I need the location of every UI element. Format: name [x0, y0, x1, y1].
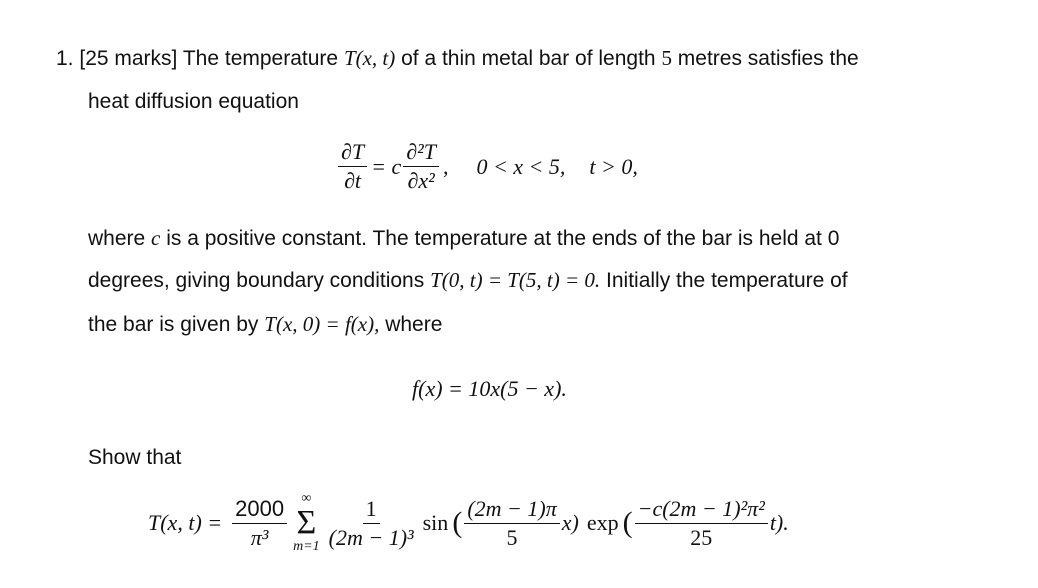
exp-arg-denominator: 25	[690, 524, 713, 550]
term-fraction	[326, 497, 417, 550]
question-text-1b: of a thin metal bar of length	[401, 47, 656, 70]
question-text-1c: metres satisfies the	[677, 47, 859, 70]
rhs-fraction	[403, 140, 439, 193]
sin-arg-denominator: 5	[506, 524, 518, 550]
question-line-1	[56, 44, 859, 73]
sin-close: x)	[561, 510, 579, 535]
sum-upper-limit: ∞	[301, 491, 312, 506]
term-numerator: 1	[363, 497, 380, 524]
para-text-1a: where	[88, 227, 146, 250]
pde-equation: $\frac{\partial T}{\partial t}$ = c $\frac{\text{∂²T}}{\text{∂x²}}$ , 0 < x < 5, t > 0,	[336, 140, 638, 193]
bar-length: 5	[661, 46, 672, 70]
equals-c: = c	[371, 153, 402, 179]
sin-function: sin	[422, 510, 449, 535]
exp-arg-numerator: −c(2m − 1)²π²	[635, 497, 768, 524]
time-condition: t > 0,	[589, 153, 638, 179]
lhs-fraction	[338, 140, 367, 193]
para-text-1b: is a positive constant. The temperature at the ends of the bar is held at 0	[166, 227, 840, 250]
coefficient-fraction	[232, 497, 287, 550]
rhs-numerator: ∂²T	[403, 140, 439, 167]
para-line-1	[88, 224, 839, 253]
sum-lower-limit: m=1	[293, 539, 320, 554]
question-number: 1.	[56, 47, 74, 70]
sigma-symbol: Σ	[296, 504, 317, 541]
temperature-function: T(x, t)	[343, 46, 396, 70]
exp-open-paren: (	[622, 506, 633, 539]
coefficient-numerator: 2000	[232, 497, 287, 524]
para-line-2	[88, 266, 848, 295]
lhs-denominator: ∂t	[344, 168, 362, 193]
lhs-numerator: ∂T	[338, 140, 367, 167]
sin-arg-numerator: (2m − 1)π	[464, 497, 559, 524]
solution-lhs: T(x, t) =	[148, 510, 223, 535]
sin-argument-fraction	[464, 497, 559, 550]
para-text-3b: where	[385, 313, 443, 336]
para-line-3	[88, 310, 442, 339]
show-that-label: Show that	[88, 446, 182, 469]
constant-c: c	[151, 226, 161, 250]
domain-condition: 0 < x < 5,	[476, 153, 566, 179]
initial-condition: T(x, 0) = f(x),	[264, 312, 380, 336]
coefficient-denominator: π³	[250, 524, 269, 550]
question-text-1a: [25 marks] The temperature	[79, 47, 339, 70]
series-solution	[148, 492, 789, 554]
initial-function: f(x) = 10x(5 − x).	[412, 376, 567, 401]
exp-close: t).	[769, 510, 789, 535]
para-text-2a: degrees, giving boundary conditions	[88, 269, 425, 292]
sin-open-paren: (	[452, 506, 463, 539]
exp-function: exp	[586, 510, 619, 535]
boundary-conditions: T(0, t) = T(5, t) = 0.	[430, 268, 601, 292]
para-text-2b: Initially the temperature of	[606, 269, 848, 292]
rhs-denominator: ∂x²	[407, 168, 435, 193]
summation	[293, 492, 320, 554]
question-line-2: heat diffusion equation	[88, 90, 299, 113]
term-denominator: (2m − 1)³	[328, 524, 414, 550]
para-text-3a: the bar is given by	[88, 313, 259, 336]
exp-argument-fraction	[635, 497, 768, 550]
